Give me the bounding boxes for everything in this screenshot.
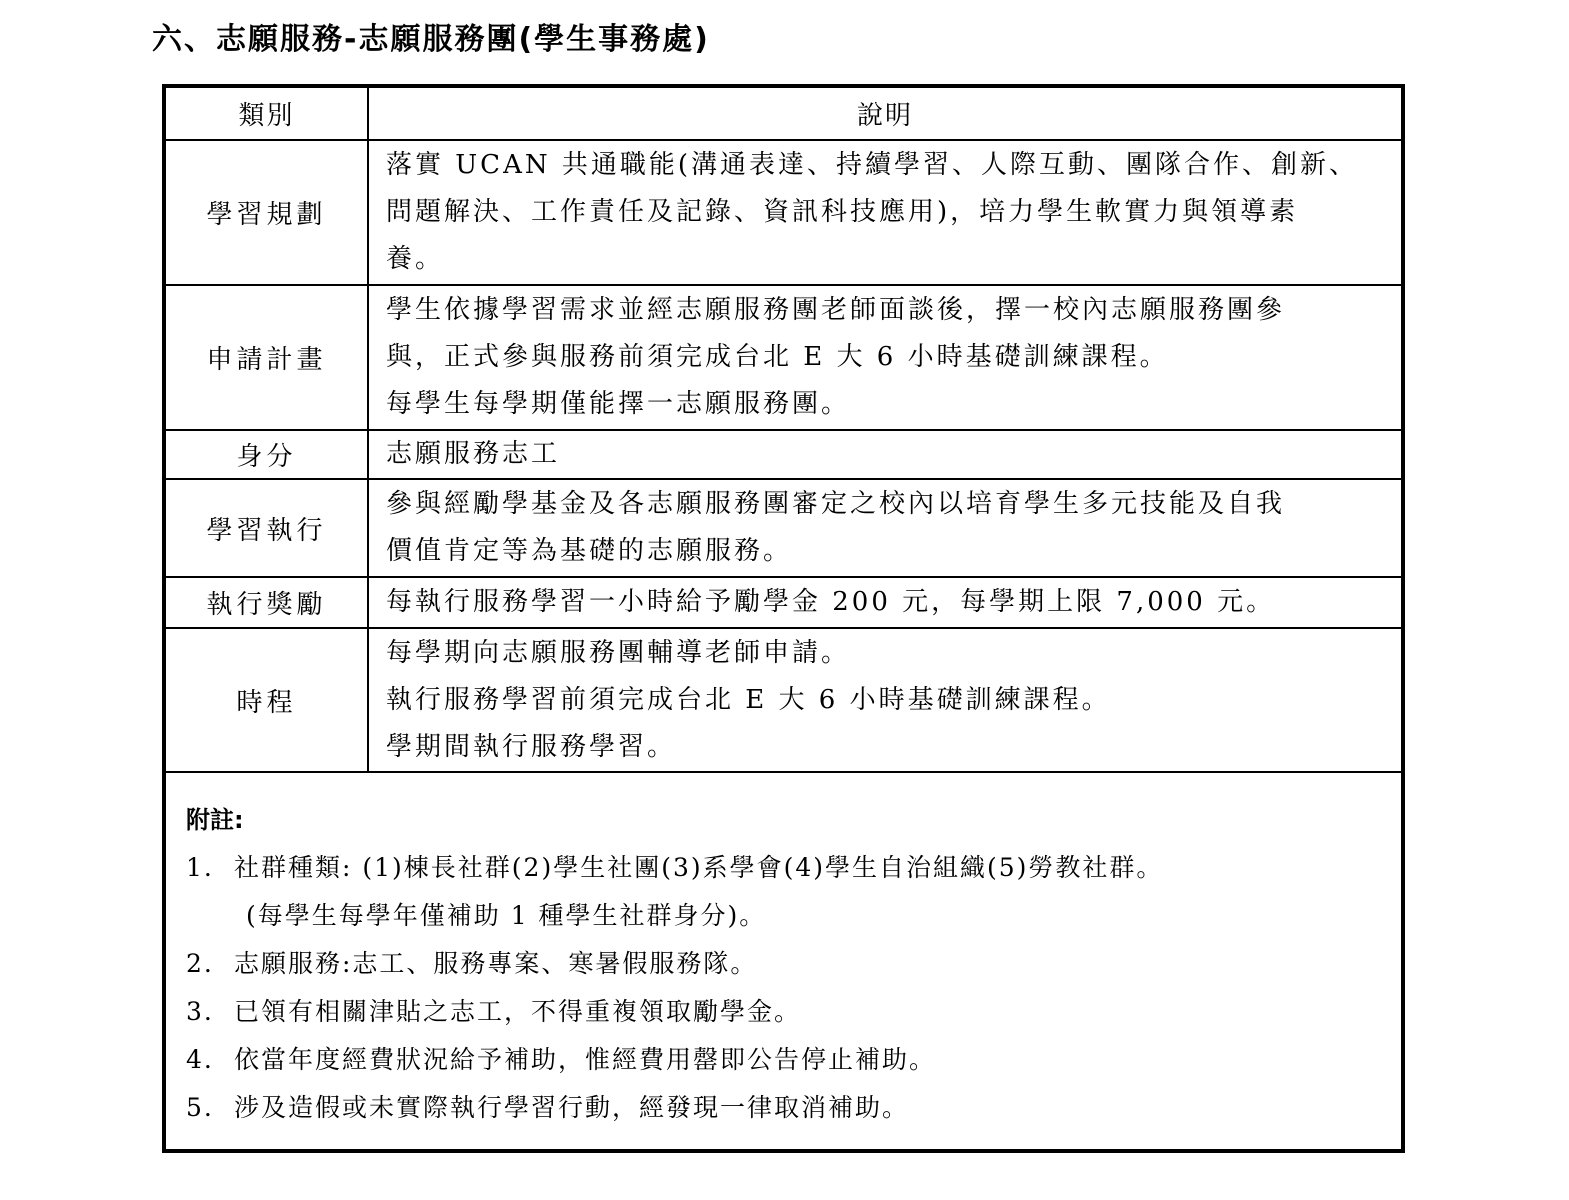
page-title: 六、志願服務-志願服務團(學生事務處)	[152, 22, 710, 57]
description-line: 每學期向志願服務團輔導老師申請。	[386, 637, 851, 668]
note-number: 5.	[186, 1093, 214, 1122]
note-item	[186, 1036, 1381, 1084]
note-number: 4.	[186, 1045, 214, 1074]
row-category: 學習規劃	[166, 140, 368, 285]
row-description	[368, 285, 1401, 430]
note-number: 3.	[186, 997, 214, 1026]
row-description	[368, 628, 1401, 772]
note-number: 1.	[186, 853, 214, 882]
header-description: 說明	[368, 88, 1401, 140]
table-header-row	[166, 88, 1401, 140]
table-row	[166, 577, 1401, 628]
description-line: 每學生每學期僅能擇一志願服務團。	[386, 389, 851, 419]
description-line: 學生依據學習需求並經志願服務團老師面談後，擇一校內志願服務團參	[386, 295, 1286, 325]
table-row	[166, 430, 1401, 479]
note-continuation: (每學生每學年僅補助 1 種學生社群身分)。	[246, 901, 767, 930]
program-table	[166, 88, 1401, 773]
row-description	[368, 430, 1401, 479]
table-row	[166, 285, 1401, 430]
row-description	[368, 577, 1401, 628]
note-text: 志願服務:志工、服務專案、寒暑假服務隊。	[234, 949, 758, 978]
description-line: 養。	[386, 244, 445, 274]
description-line: 學期間執行服務學習。	[386, 731, 677, 762]
notes-section	[166, 772, 1401, 1132]
note-text: 已領有相關津貼之志工，不得重複領取勵學金。	[234, 997, 802, 1026]
note-item	[186, 1084, 1381, 1132]
row-category: 時程	[166, 628, 368, 772]
note-text: 社群種類: (1)棟長社群(2)學生社團(3)系學會(4)學生自治組織(5)勞教社群。	[234, 853, 1164, 882]
table-row	[166, 628, 1401, 772]
row-category: 身分	[166, 430, 368, 479]
row-description	[368, 479, 1401, 577]
row-description	[368, 140, 1401, 285]
description-line: 價值肯定等為基礎的志願服務。	[386, 536, 793, 566]
table-row	[166, 479, 1401, 577]
note-item	[186, 940, 1381, 988]
description-line: 參與經勵學基金及各志願服務團審定之校內以培育學生多元技能及自我	[386, 489, 1286, 519]
note-text: 依當年度經費狀況給予補助，惟經費用罄即公告停止補助。	[234, 1045, 937, 1074]
header-category: 類別	[166, 88, 368, 140]
description-line: 與，正式參與服務前須完成台北 E 大 6 小時基礎訓練課程。	[386, 342, 1169, 372]
description-line: 每執行服務學習一小時給予勵學金 200 元，每學期上限 7,000 元。	[386, 587, 1276, 617]
note-number: 2.	[186, 949, 214, 978]
description-line: 執行服務學習前須完成台北 E 大 6 小時基礎訓練課程。	[386, 684, 1111, 715]
program-table-frame	[162, 84, 1405, 1153]
description-line: 問題解決、工作責任及記錄、資訊科技應用)，培力學生軟實力與領導素	[386, 197, 1299, 227]
description-line: 落實 UCAN 共通職能(溝通表達、持續學習、人際互動、團隊合作、創新、	[386, 150, 1359, 180]
note-text: 涉及造假或未實際執行學習行動，經發現一律取消補助。	[234, 1093, 910, 1122]
table-row	[166, 140, 1401, 285]
note-item	[186, 988, 1381, 1036]
row-category: 學習執行	[166, 479, 368, 577]
notes-title: 附註:	[186, 806, 244, 834]
note-item	[186, 844, 1381, 892]
row-category: 執行獎勵	[166, 577, 368, 628]
description-line: 志願服務志工	[386, 439, 561, 469]
row-category: 申請計畫	[166, 285, 368, 430]
